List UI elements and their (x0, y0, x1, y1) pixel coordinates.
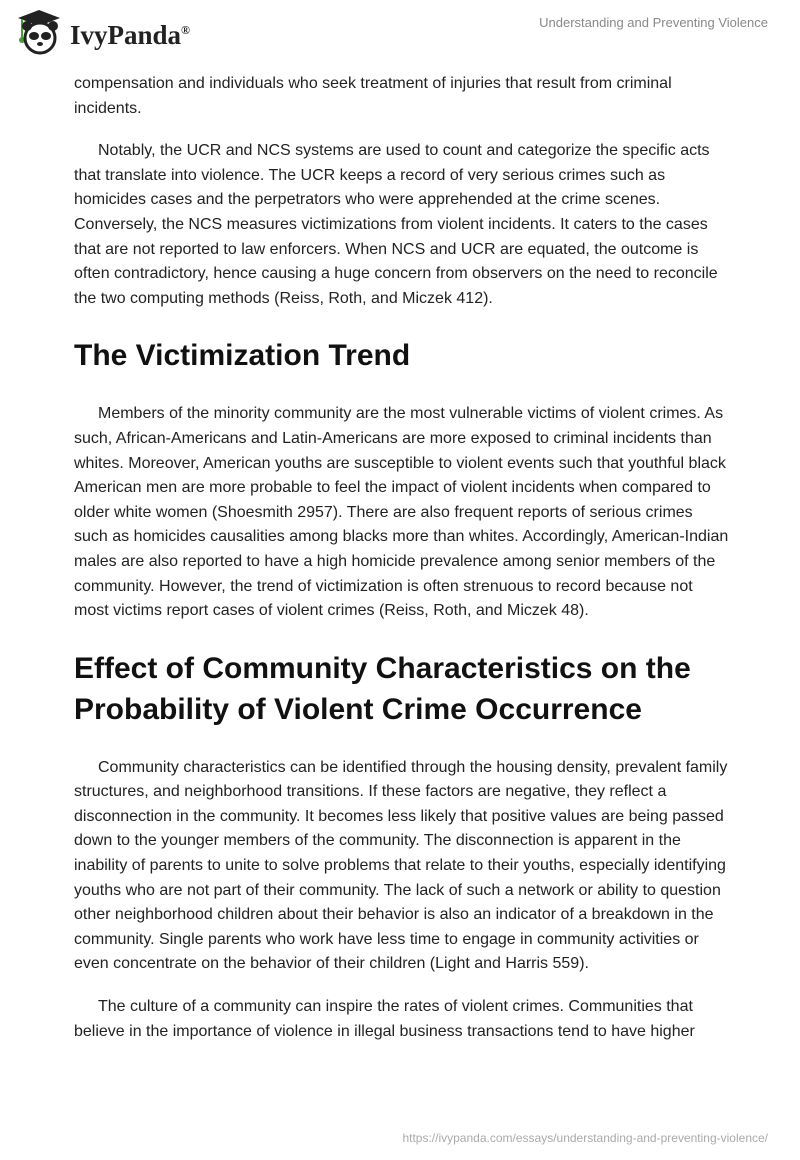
section-heading: Effect of Community Characteristics on the Probability of Violent Crime Occurrence (74, 651, 691, 726)
paragraph: compensation and individuals who seek treatment of injuries that result from criminal incidents. (74, 75, 672, 117)
brand-text: IvyPanda (70, 19, 182, 50)
ivypanda-logo[interactable] (14, 8, 190, 56)
section-heading: The Victimization Trend (74, 339, 411, 373)
source-url[interactable]: https://ivypanda.com/essays/understanding-and-preventing-violence/ (402, 1131, 768, 1145)
panda-logo-icon (14, 8, 64, 56)
paragraph: Members of the minority community are the most vulnerable victims of violent crimes. As such, African-Americans and Latin-Americans are more exposed to criminal incidents than whites. Moreover, American youths are susceptible to violent events such that youthful black American men are more probable to feel the impact of violent incidents when compared to older white women (Shoesmith 2957). There are also frequent reports of serious crimes such as homicides causalities among blacks more than whites. Accordingly, American-Indian males are also reported to have a high homicide prevalence among senior members of the community. However, the trend of victimization is often strenuous to record because not most victims report cases of violent crimes (Reiss, Roth, and Miczek 48). (74, 405, 729, 620)
document-title: Understanding and Preventing Violence (539, 15, 768, 30)
page-header (0, 0, 800, 60)
brand-name (70, 20, 190, 51)
essay-content (74, 72, 730, 1062)
paragraph: The culture of a community can inspire the rates of violent crimes. Communities that believe in the importance of violence in illegal business transactions tend to have higher (74, 998, 695, 1040)
registered-mark: ® (181, 22, 191, 37)
paragraph: Community characteristics can be identified through the housing density, prevalent family structures, and neighborhood transitions. If these factors are negative, they reflect a disconnection in the community. It becomes less likely that positive values are being passed down to the younger members of the community. The disconnection is apparent in the inability of parents to unite to solve problems that relate to their youths, especially identifying youths who are not part of their community. The lack of such a network or ability to question other neighborhood children about their behavior is also an indicator of a breakdown in the community. Single parents who work have less time to engage in community activities or even concentrate on the behavior of their children (Light and Harris 559). (74, 758, 728, 973)
paragraph: Notably, the UCR and NCS systems are used to count and categorize the specific acts that translate into violence. The UCR keeps a record of very serious crimes such as homicides cases and the perpetrators who were apprehended at the crime scenes. Conversely, the NCS measures victimizations from violent incidents. It caters to the cases that are not reported to law enforcers. When NCS and UCR are equated, the outcome is often contradictory, hence causing a huge concern from observers on the need to reconcile the two computing methods (Reiss, Roth, and Miczek 412). (74, 142, 718, 307)
